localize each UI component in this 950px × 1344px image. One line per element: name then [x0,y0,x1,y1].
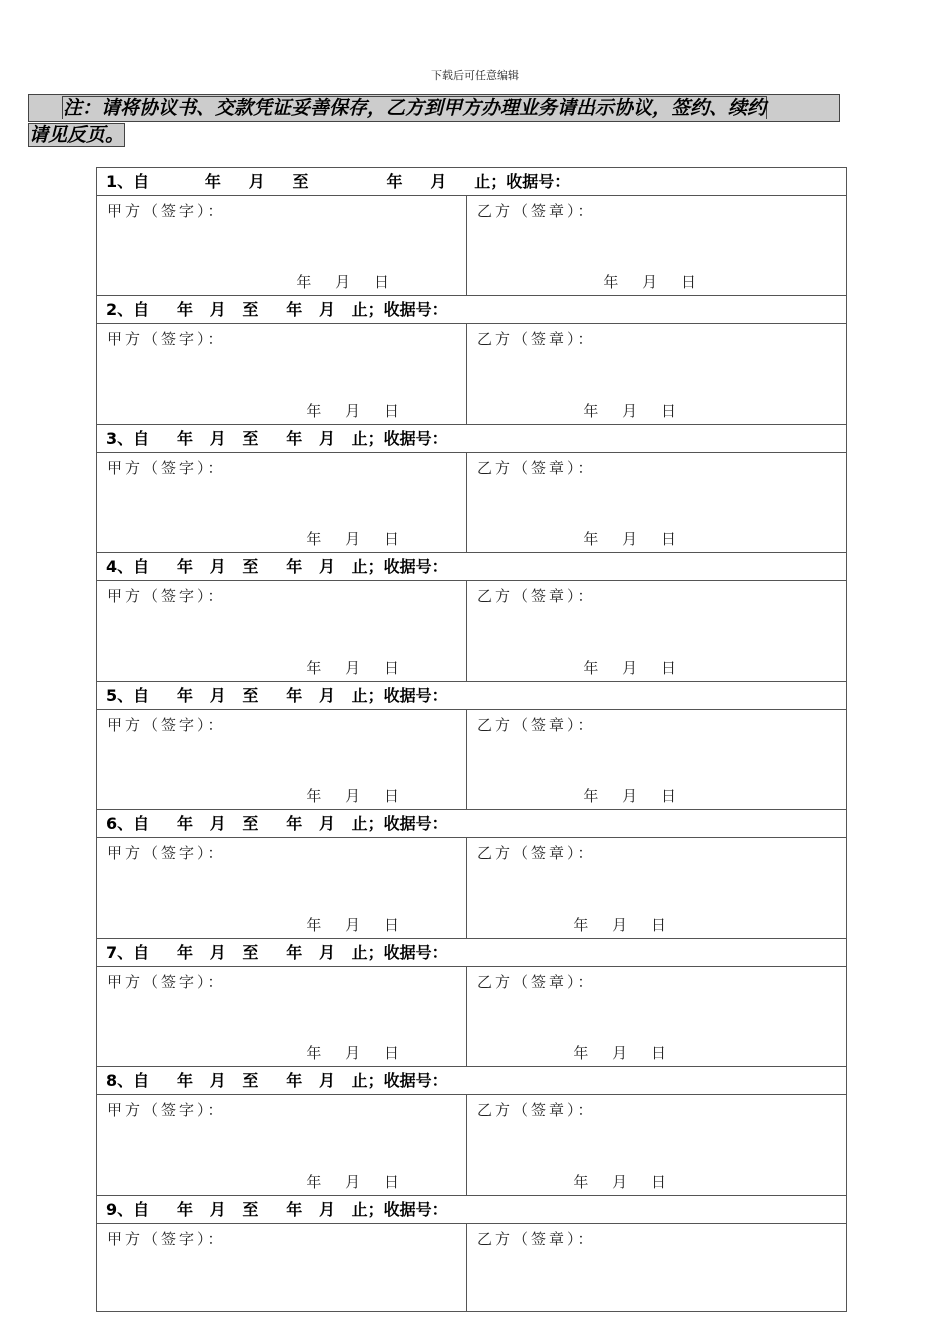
party-a-signature-cell[interactable] [97,838,467,939]
period-cell [97,1067,847,1095]
party-b-signature-cell[interactable] [467,581,847,682]
period-row [97,810,847,838]
period-cell [97,682,847,710]
party-a-date: 年 月 日 [306,1173,399,1191]
party-b-date: 年 月 日 [573,916,667,934]
period-row [97,1196,847,1224]
party-b-label: 乙方（签章）： [477,973,596,991]
party-b-signature-cell[interactable] [467,838,847,939]
period-cell [97,425,847,453]
party-b-signature-cell[interactable] [467,967,847,1067]
notice-line-2: 请见反页。 [29,124,125,146]
signature-row [97,1095,847,1196]
period-line: 9、自 年 月 至 年 月 止；收据号： [106,1200,448,1219]
party-b-label: 乙方（签章）： [477,202,596,220]
party-b-label: 乙方（签章）： [477,459,596,477]
party-a-date: 年 月 日 [306,787,399,805]
period-line: 5、自 年 月 至 年 月 止；收据号： [106,686,448,705]
period-cell [97,296,847,324]
notice [28,94,840,148]
party-a-label: 甲方（签字）： [107,587,226,605]
party-b-signature-cell[interactable] [467,710,847,810]
party-a-signature-cell[interactable] [97,453,467,553]
period-cell [97,810,847,838]
party-b-date: 年 月 日 [583,530,677,548]
party-a-date: 年 月 日 [306,916,399,934]
signature-row [97,453,847,553]
party-a-date: 年 月 日 [306,1044,399,1062]
party-b-signature-cell[interactable] [467,324,847,425]
party-b-label: 乙方（签章）： [477,844,596,862]
party-a-date: 年 月 日 [306,402,399,420]
period-line: 4、自 年 月 至 年 月 止；收据号： [106,557,448,576]
party-b-date: 年 月 日 [583,787,677,805]
period-cell [97,553,847,581]
party-b-label: 乙方（签章）： [477,330,596,348]
party-a-signature-cell[interactable] [97,581,467,682]
period-cell [97,1196,847,1224]
party-a-label: 甲方（签字）： [107,202,226,220]
period-row [97,168,847,196]
period-row [97,296,847,324]
party-b-label: 乙方（签章）： [477,716,596,734]
signature-row [97,581,847,682]
party-b-date: 年 月 日 [573,1044,667,1062]
party-a-signature-cell[interactable] [97,196,467,296]
period-row [97,682,847,710]
party-a-signature-cell[interactable] [97,324,467,425]
party-a-label: 甲方（签字）： [107,1230,226,1248]
records-table [96,167,847,1312]
notice-line-1: 注：请将协议书、交款凭证妥善保存，乙方到甲方办理业务请出示协议，签约、续约 [63,97,767,119]
party-a-signature-cell[interactable] [97,1095,467,1196]
period-line: 7、自 年 月 至 年 月 止；收据号： [106,943,448,962]
period-row [97,553,847,581]
party-b-date: 年 月 日 [583,402,677,420]
period-row [97,939,847,967]
period-line: 8、自 年 月 至 年 月 止；收据号： [106,1071,448,1090]
party-a-label: 甲方（签字）： [107,330,226,348]
party-a-label: 甲方（签字）： [107,844,226,862]
page-header: 下载后可任意编辑 [431,69,519,82]
party-a-date: 年 月 日 [306,530,399,548]
party-a-signature-cell[interactable] [97,1224,467,1312]
period-line: 1、自 年 月 至 年 月 止；收据号： [106,172,571,191]
party-b-label: 乙方（签章）： [477,587,596,605]
party-b-label: 乙方（签章）： [477,1101,596,1119]
party-b-date: 年 月 日 [583,659,677,677]
period-line: 3、自 年 月 至 年 月 止；收据号： [106,429,448,448]
party-a-signature-cell[interactable] [97,710,467,810]
party-a-date: 年 月 日 [296,273,389,291]
party-b-signature-cell[interactable] [467,1224,847,1312]
party-b-signature-cell[interactable] [467,1095,847,1196]
period-cell [97,939,847,967]
party-a-label: 甲方（签字）： [107,716,226,734]
period-cell [97,168,847,196]
party-a-date: 年 月 日 [306,659,399,677]
period-row [97,1067,847,1095]
signature-row [97,1224,847,1312]
party-b-date: 年 月 日 [603,273,697,291]
party-b-label: 乙方（签章）： [477,1230,596,1248]
party-a-label: 甲方（签字）： [107,459,226,477]
signature-row [97,710,847,810]
party-b-signature-cell[interactable] [467,453,847,553]
party-b-signature-cell[interactable] [467,196,847,296]
signature-row [97,967,847,1067]
period-row [97,425,847,453]
party-b-date: 年 月 日 [573,1173,667,1191]
period-line: 6、自 年 月 至 年 月 止；收据号： [106,814,448,833]
signature-row [97,196,847,296]
signature-row [97,838,847,939]
party-a-signature-cell[interactable] [97,967,467,1067]
signature-row [97,324,847,425]
party-a-label: 甲方（签字）： [107,1101,226,1119]
period-line: 2、自 年 月 至 年 月 止；收据号： [106,300,448,319]
party-a-label: 甲方（签字）： [107,973,226,991]
